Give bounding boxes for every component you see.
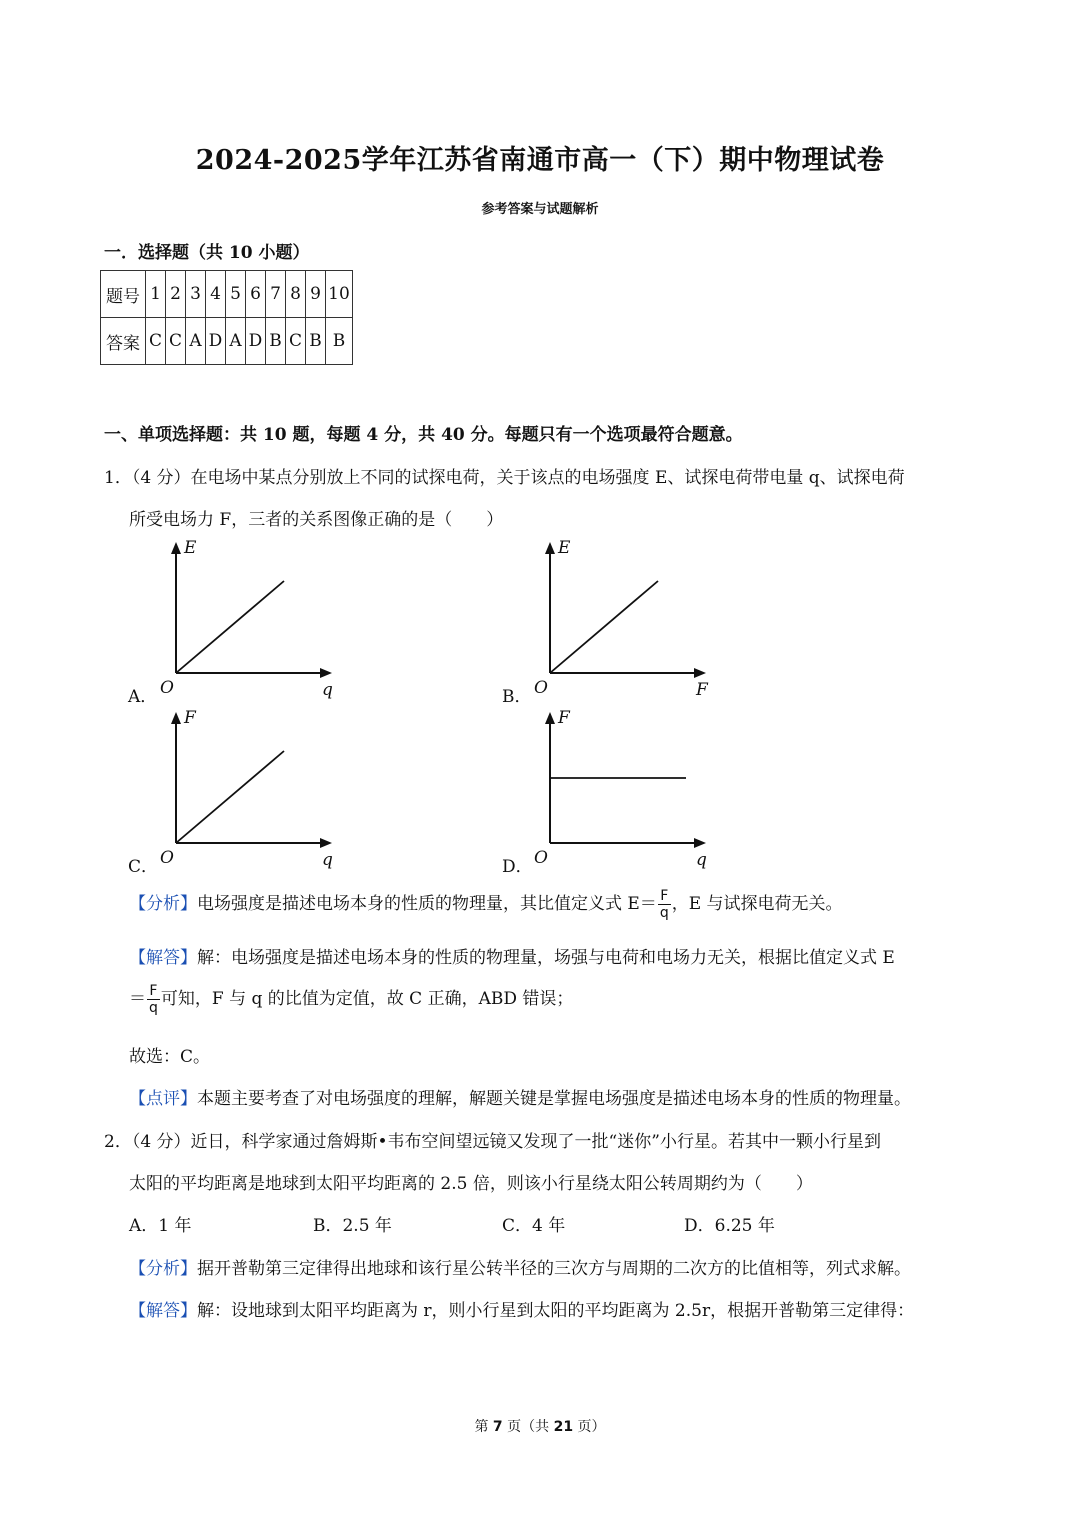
table-cell: 5 [226,271,246,318]
table-head-answer: 答案 [101,318,146,365]
y-axis-label: E [184,538,197,558]
fraction-numerator: F [147,983,160,1000]
q2-analysis [129,1254,911,1279]
q2-stem-line2: 太阳的平均距离是地球到太阳平均距离的 2.5 倍，则该小行星绕太阳公转周期约为（ ） [129,1174,813,1194]
q1-option-a-label: A． [128,687,158,707]
q1-solution-line1 [129,943,895,968]
page-subtitle: 参考答案与试题解析 [481,202,599,217]
origin-label: O [534,848,548,868]
analysis-text-pre: 电场强度是描述电场本身的性质的物理量，其比值定义式 E＝ [197,894,657,914]
fraction-denominator: q [149,1000,158,1016]
answer-table-number-row [101,271,353,318]
x-axis-label: q [322,680,333,700]
y-axis-arrow [545,542,555,554]
footer-total-pages: 21 [553,1419,574,1435]
q1-option-b-label: B． [502,687,532,707]
q1-graph-c [150,705,340,875]
y-axis-label: E [558,538,571,558]
table-cell: B [326,318,353,365]
table-cell: 2 [166,271,186,318]
q1-choice: 故选：C。 [129,1047,211,1067]
q1-graph-b [524,535,714,705]
table-cell: 3 [186,271,206,318]
table-cell: 4 [206,271,226,318]
table-cell: 8 [286,271,306,318]
table-head-number: 题号 [101,271,146,318]
fraction-numerator: F [658,888,671,905]
page-footer [0,1416,1080,1436]
table-cell: B [266,318,286,365]
q2-option-a: A．1 年 [129,1216,192,1236]
footer-page-number: 7 [492,1419,503,1435]
table-cell: B [306,318,326,365]
table-cell: 1 [146,271,166,318]
table-cell: 9 [306,271,326,318]
graph-line [550,581,658,673]
q2-option-d: D．6.25 年 [684,1216,775,1236]
comment-text: 本题主要考查了对电场强度的理解，解题关键是掌握电场强度是描述电场本身的性质的物理量。 [197,1089,911,1109]
y-axis-arrow [171,712,181,724]
q1-comment [129,1084,911,1109]
table-cell: D [206,318,226,365]
q1-solution-line2 [129,983,573,1016]
q2-stem-line1: 2．（4 分）近日，科学家通过詹姆斯•韦布空间望远镜又发现了一批“迷你”小行星。若其中一颗小行星到 [104,1132,881,1152]
fraction-f-over-q [658,888,671,921]
table-cell: C [166,318,186,365]
q2-option-b: B．2.5 年 [313,1216,392,1236]
origin-label: O [534,678,548,698]
table-cell: 10 [326,271,353,318]
q1-graph-d [524,705,714,875]
footer-text: 第 [474,1419,493,1435]
section-heading-single-choice: 一、单项选择题：共 10 题，每题 4 分，共 40 分。每题只有一个选项最符合题意。 [104,425,743,445]
table-cell: C [286,318,306,365]
analysis-tag: 【分析】 [129,1259,197,1279]
y-axis-label: F [558,708,570,728]
x-axis-arrow [694,668,706,678]
graph-line [176,581,284,673]
analysis-text: 据开普勒第三定律得出地球和该行星公转半径的三次方与周期的二次方的比值相等，列式求解。 [197,1259,911,1279]
y-axis-arrow [545,712,555,724]
q2-option-c: C．4 年 [502,1216,566,1236]
x-axis-arrow [320,668,332,678]
page-title: 2024-2025学年江苏省南通市高一（下）期中物理试卷 [195,145,885,176]
table-cell: A [186,318,206,365]
q1-option-c-label: C． [128,857,159,877]
table-cell: D [246,318,266,365]
x-axis-arrow [694,838,706,848]
section-heading-choice: 一．选择题（共 10 小题） [104,243,310,263]
solution-equals: ＝ [129,989,146,1009]
y-axis-label: F [184,708,196,728]
origin-label: O [160,678,174,698]
x-axis-label: q [322,850,333,870]
solution-tag: 【解答】 [129,948,197,968]
q1-analysis [129,888,843,921]
solution-tag: 【解答】 [129,1301,197,1321]
analysis-text-post: ，E 与试探电荷无关。 [671,894,843,914]
q1-option-d-label: D． [502,857,533,877]
table-cell: A [226,318,246,365]
solution-text: 解：设地球到太阳平均距离为 r，则小行星到太阳的平均距离为 2.5r，根据开普勒第三定律得： [197,1301,915,1321]
answer-table-answer-row [101,318,353,365]
solution-text: 解：电场强度是描述电场本身的性质的物理量，场强与电荷和电场力无关，根据比值定义式 E [197,948,895,968]
table-cell: C [146,318,166,365]
fraction-f-over-q [147,983,160,1016]
comment-tag: 【点评】 [129,1089,197,1109]
footer-text: 页（共 [502,1419,554,1435]
q2-solution [129,1296,914,1321]
solution-text: 可知，F 与 q 的比值为定值，故 C 正确，ABD 错误； [160,989,574,1009]
origin-label: O [160,848,174,868]
x-axis-arrow [320,838,332,848]
q1-stem-line2: 所受电场力 F，三者的关系图像正确的是（ ） [129,510,504,530]
x-axis-label: q [696,850,707,870]
answer-table [100,270,353,365]
x-axis-label: F [696,680,708,700]
table-cell: 7 [266,271,286,318]
graph-line [176,751,284,843]
q1-graph-a [150,535,340,705]
y-axis-arrow [171,542,181,554]
q1-stem-line1: 1．（4 分）在电场中某点分别放上不同的试探电荷，关于该点的电场强度 E、试探电荷带电量 q、试探电荷 [104,468,905,488]
footer-text: 页） [573,1419,606,1435]
analysis-tag: 【分析】 [129,894,197,914]
fraction-denominator: q [659,905,669,921]
table-cell: 6 [246,271,266,318]
